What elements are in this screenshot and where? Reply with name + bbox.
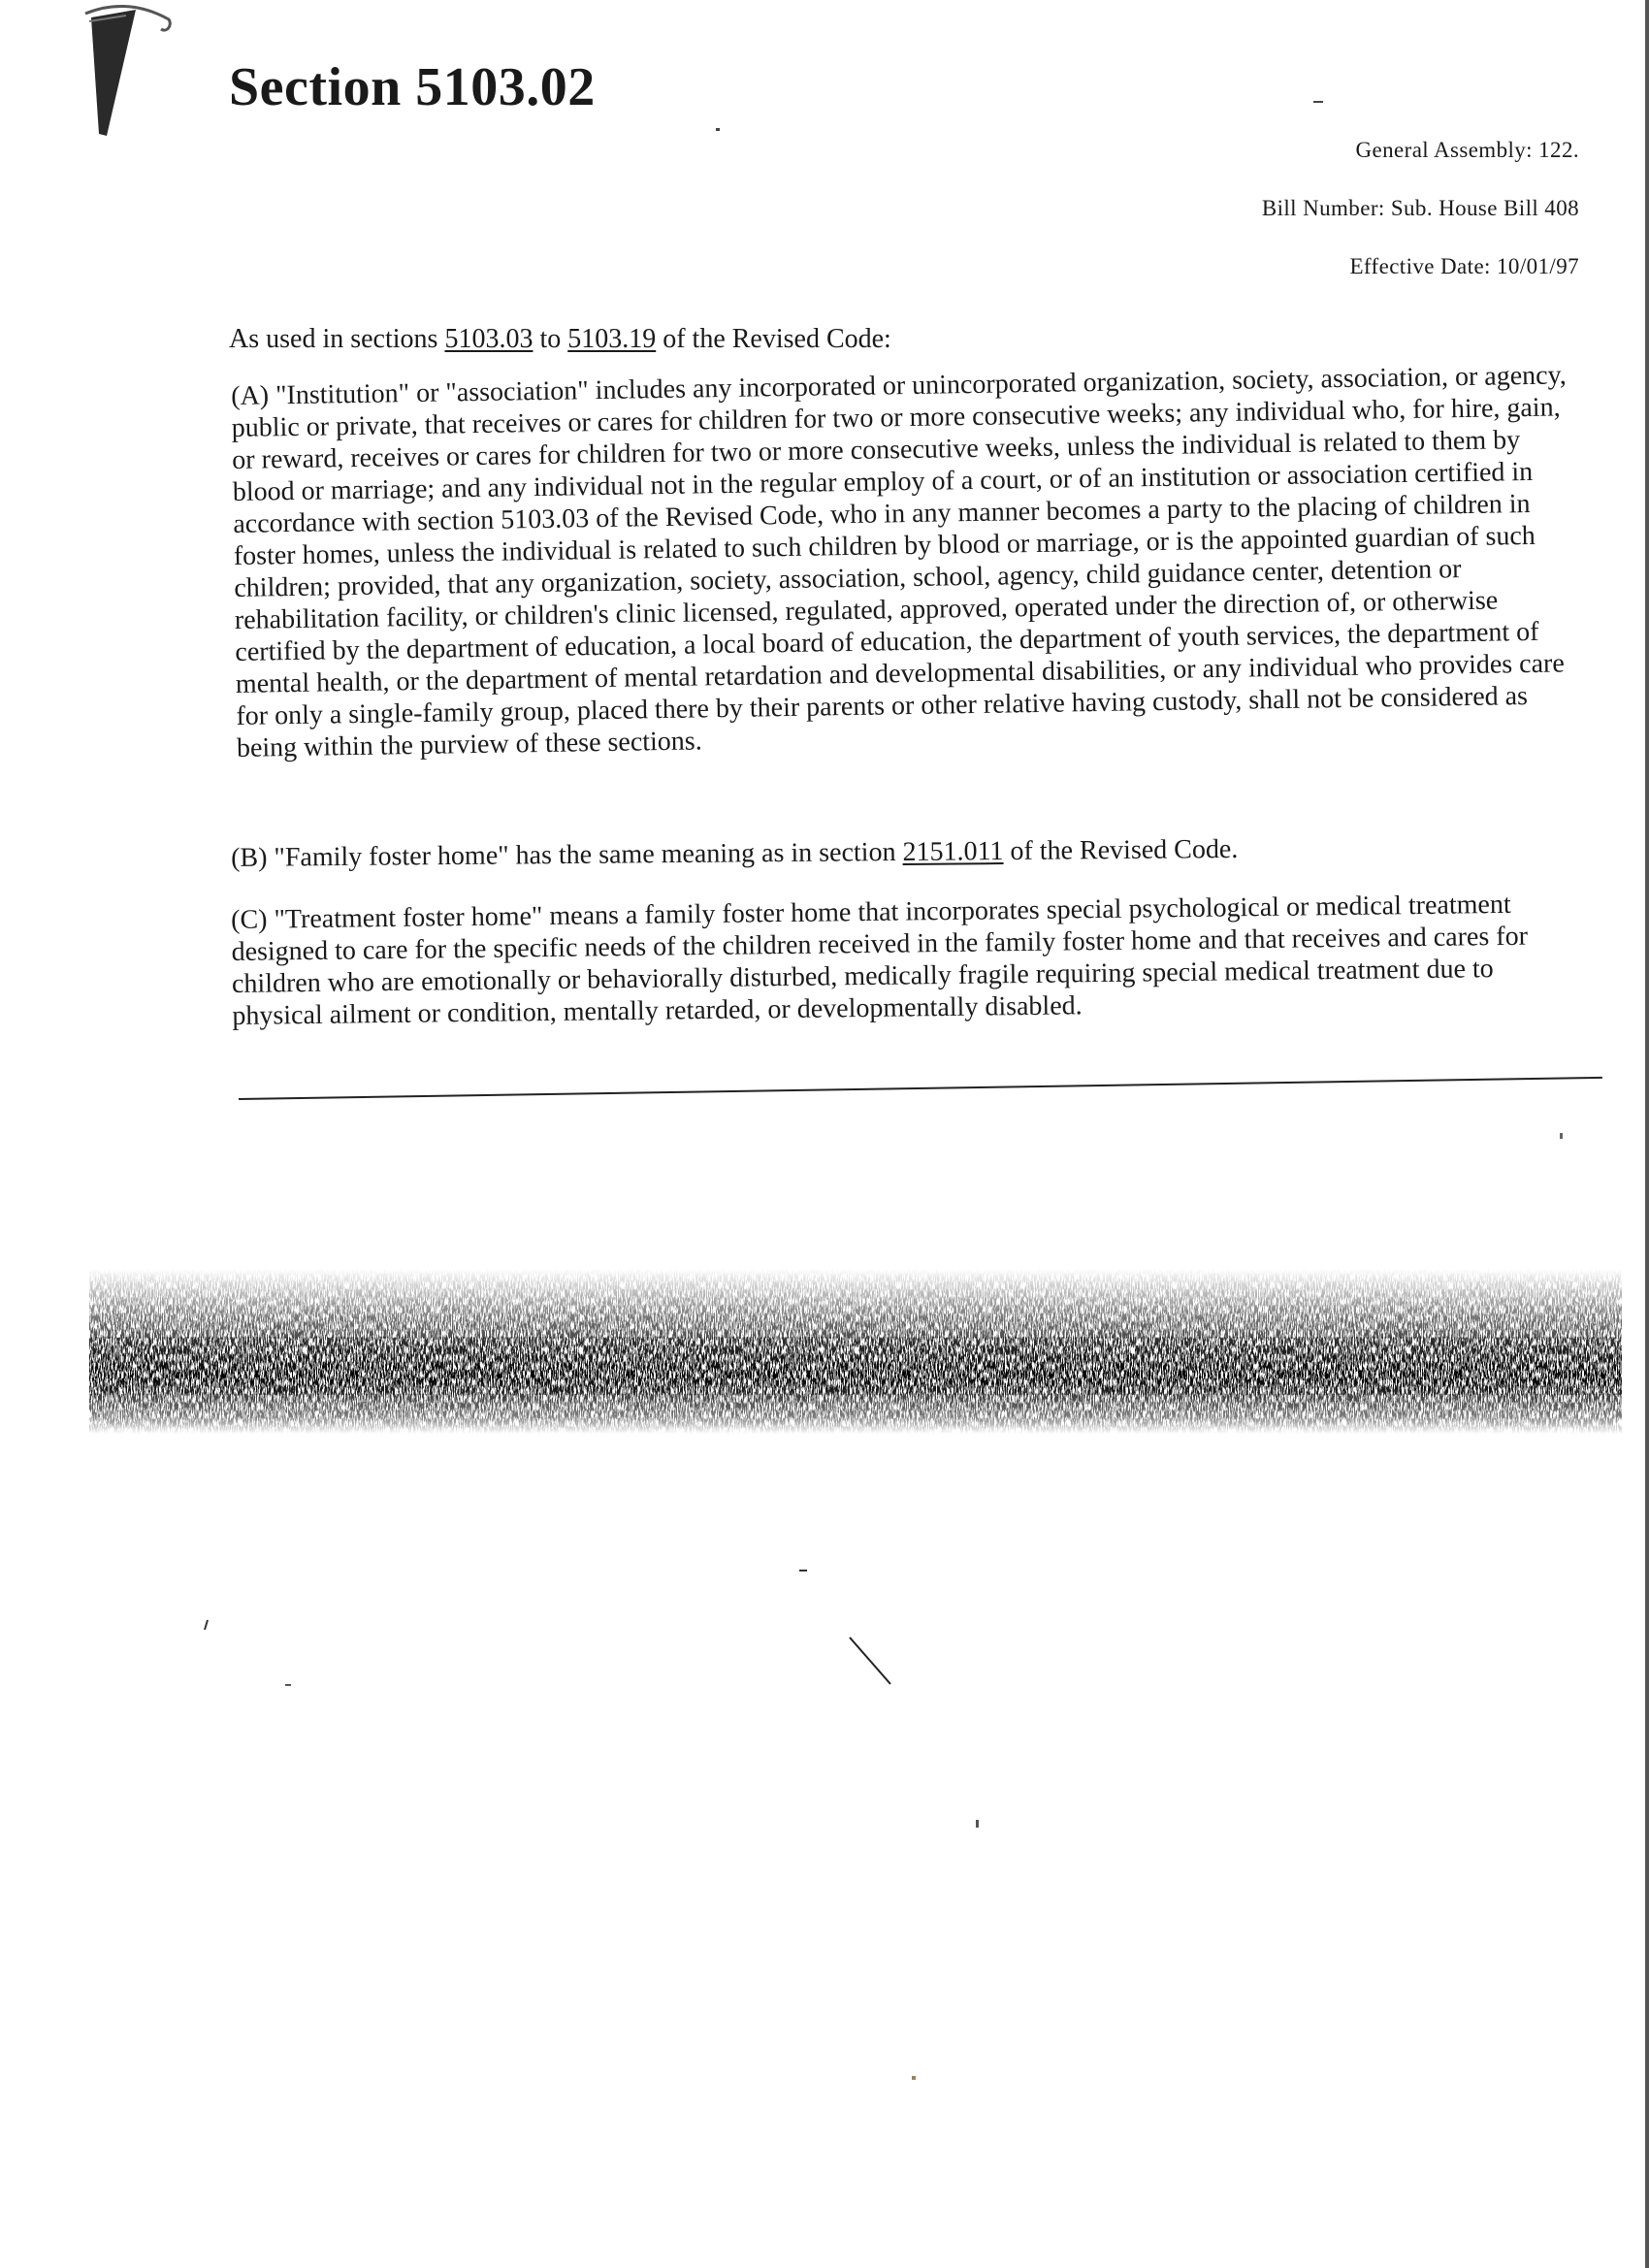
section-link-5103-03[interactable]: 5103.03 xyxy=(444,324,534,354)
general-assembly-value: 122. xyxy=(1538,138,1579,162)
section-link-5103-19[interactable]: 5103.19 xyxy=(567,324,657,354)
scanner-smudge xyxy=(89,1249,1622,1443)
bill-number-value: Sub. House Bill 408 xyxy=(1390,196,1579,220)
scan-edge xyxy=(1645,0,1649,2268)
section-title: Section 5103.02 xyxy=(229,57,596,117)
paragraph-b xyxy=(231,830,1579,874)
corner-staple-mark xyxy=(80,0,177,141)
horizontal-rule xyxy=(239,1077,1602,1100)
intro-before: As used in sections xyxy=(229,324,445,354)
intro-after: of the Revised Code: xyxy=(656,324,891,354)
effective-date-value: 10/01/97 xyxy=(1497,254,1579,278)
paragraph-b-before: (B) "Family foster home" has the same meaning as in section xyxy=(231,836,903,873)
intro-middle: to xyxy=(533,324,568,354)
paragraph-b-after: of the Revised Code. xyxy=(1003,833,1239,867)
paragraph-c: (C) "Treatment foster home" means a family foster home that incorporates special psychological or medical treatment designed to care for the specific needs of the children received in the family foster home and that receives and cares for children who are emotionally or behaviorally disturbed, medically fragile requiring special medical treatment due to physical ailment or condition, mentally retarded, or developmentally disabled. xyxy=(231,889,1529,1031)
effective-date-line xyxy=(1349,254,1579,279)
section-link-2151-011[interactable]: 2151.011 xyxy=(902,836,1004,867)
general-assembly-label: General Assembly: xyxy=(1355,138,1533,162)
bill-number-line xyxy=(1262,196,1579,221)
paragraph-a: (A) "Institution" or "association" includes any incorporated or unincorporated organization, society, association, or agency, public or private, that receives or cares for children for two or more consecutive weeks; any individual who, for hire, gain, or reward, receives or cares for children for two or more consecutive weeks, unless the individual is related to them by blood or marriage; and any individual not in the regular employ of a court, or of an institution or association certified in accordance with section 5103.03 of the Revised Code, who in any manner becomes a party to the placing of children in foster homes, unless the individual is related to such children by blood or marriage, or is the appointed guardian of such children; provided, that any organization, society, association, school, agency, child guidance center, detention or rehabilitation facility, or children's clinic licensed, regulated, approved, operated under the direction of, or otherwise certified by the department of education, a local board of education, the department of youth services, the department of mental health, or the department of mental retardation and developmental disabilities, or any individual who provides care for only a single-family group, placed there by their parents or other relative having custody, shall not be considered as being within the purview of these sections. xyxy=(231,360,1567,763)
intro-sentence xyxy=(229,324,891,355)
general-assembly-line xyxy=(1356,138,1579,163)
effective-date-label: Effective Date: xyxy=(1349,254,1491,278)
bill-number-label: Bill Number: xyxy=(1261,196,1385,220)
